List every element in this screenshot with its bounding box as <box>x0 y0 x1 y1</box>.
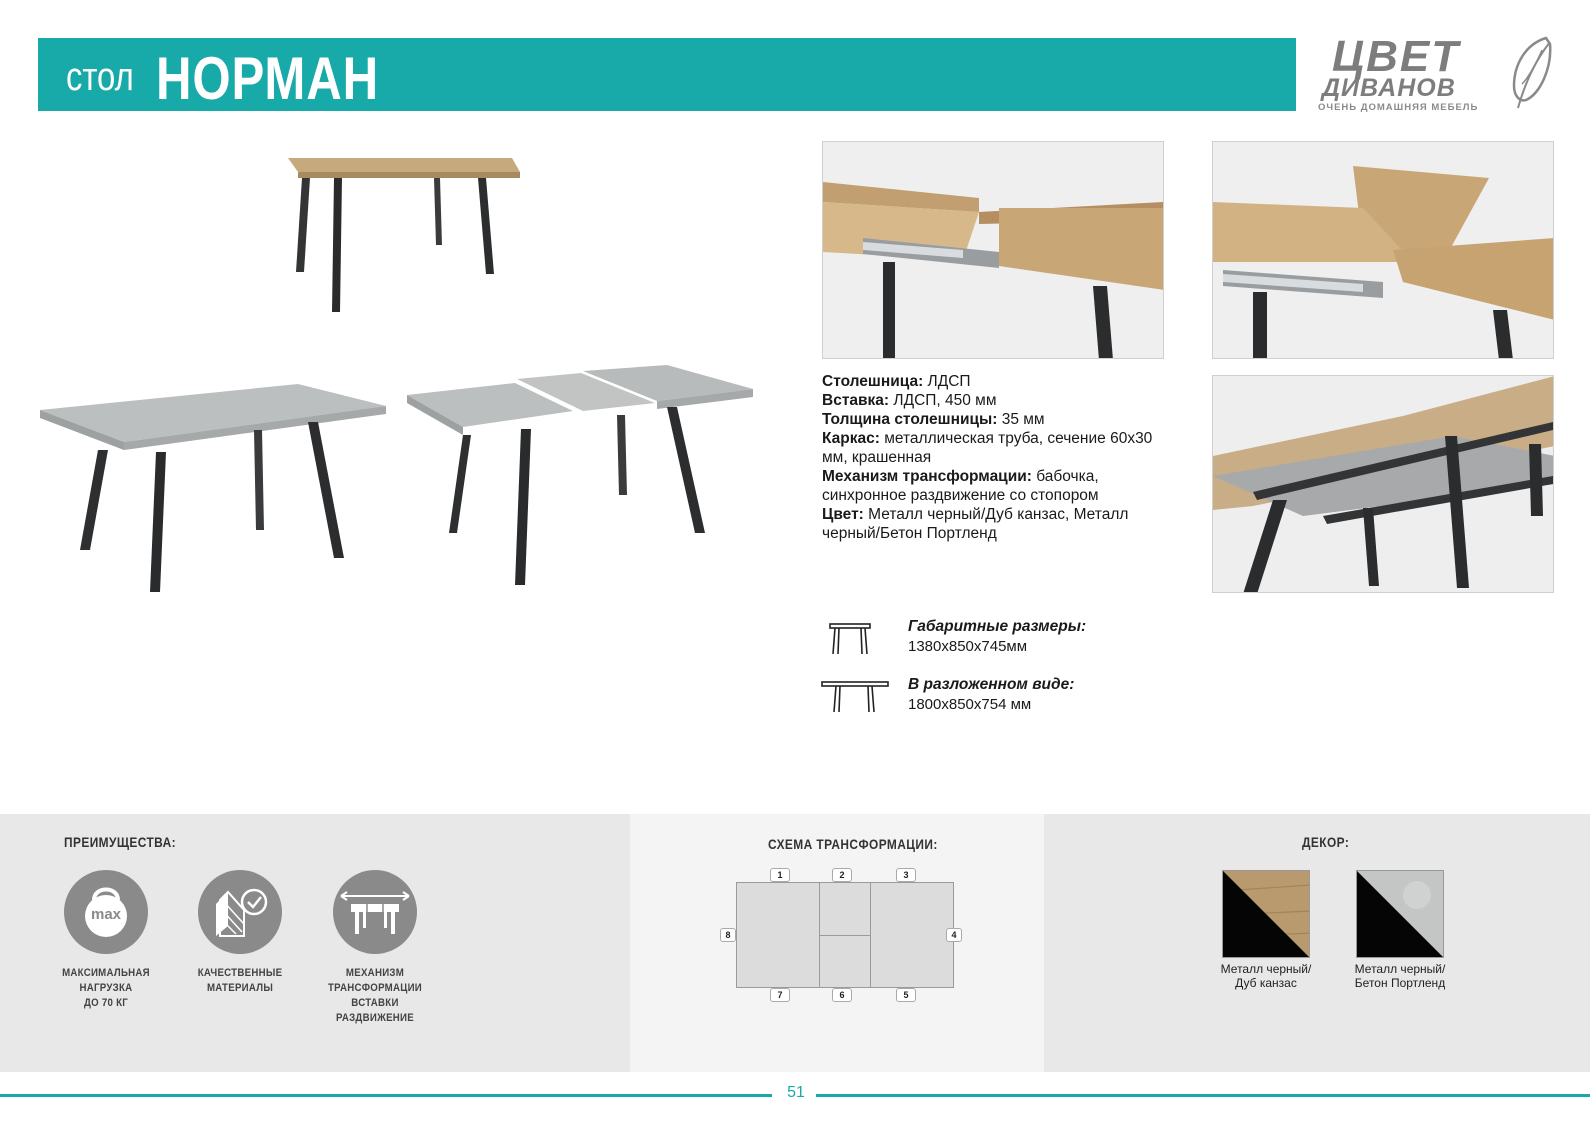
logo-tagline: ОЧЕНЬ ДОМАШНЯЯ МЕБЕЛЬ <box>1318 102 1479 113</box>
dimension-expanded-value: 1800x850x754 мм <box>908 696 1032 713</box>
product-photo-concrete-table-expanded <box>405 365 765 595</box>
specifications <box>822 372 1172 543</box>
scheme-insert-top <box>819 882 871 936</box>
dimension-folded-label: Габаритные размеры: <box>908 618 1087 635</box>
table-expand-icon <box>333 870 417 954</box>
scheme-number-8: 8 <box>720 928 736 942</box>
logo-line2: ДИВАНОВ <box>1322 74 1456 102</box>
decor-caption-oak: Металл черный/ Дуб канзас <box>1220 962 1312 990</box>
product-photo-oak-table <box>280 150 525 320</box>
materials-icon <box>198 870 282 954</box>
spec-color: Цвет: Металл черный/Дуб канзас, Металл черный/Бетон Портленд <box>822 506 1129 542</box>
decor-swatch-oak <box>1222 870 1310 958</box>
logo-line1: ЦВЕТ <box>1332 32 1461 81</box>
scheme-number-5: 5 <box>896 988 916 1002</box>
max-label: max <box>90 906 122 923</box>
scheme-left-panel <box>736 882 820 988</box>
scheme-number-3: 3 <box>896 868 916 882</box>
spec-tabletop: Столешница: ЛДСП <box>822 373 971 390</box>
scheme-number-1: 1 <box>770 868 790 882</box>
spec-mechanism: Механизм трансформации: бабочка, синхронное раздвижение со стопором <box>822 468 1099 504</box>
table-folded-icon <box>820 620 880 656</box>
footer-line-left <box>0 1094 772 1097</box>
scheme-number-2: 2 <box>832 868 852 882</box>
advantage-mechanism-caption: МЕХАНИЗМ ТРАНСФОРМАЦИИ ВСТАВКИ РАЗДВИЖЕНИЕ <box>327 967 423 1024</box>
scheme-right-panel <box>870 882 954 988</box>
scheme-insert-bottom <box>819 935 871 988</box>
scheme-number-6: 6 <box>832 988 852 1002</box>
dimension-expanded-label: В разложенном виде: <box>908 676 1075 693</box>
dimension-folded-value: 1380x850x745мм <box>908 638 1028 655</box>
transformation-scheme <box>736 882 954 988</box>
decor-caption-concrete: Металл черный/ Бетон Портленд <box>1354 962 1446 990</box>
table-expanded-icon <box>820 678 890 714</box>
feather-icon <box>1506 34 1556 114</box>
product-photo-concrete-table <box>38 380 388 595</box>
detail-photo-mechanism-1 <box>822 141 1164 359</box>
spec-frame: Каркас: металлическая труба, сечение 60х30 мм, крашенная <box>822 430 1153 466</box>
page-number: 51 <box>787 1084 805 1101</box>
scheme-number-4: 4 <box>946 928 962 942</box>
advantage-materials <box>170 870 310 996</box>
brand-logo <box>1318 32 1558 116</box>
advantage-max-load-caption: МАКСИМАЛЬНАЯ НАГРУЗКА ДО 70 КГ <box>62 967 150 1009</box>
advantages-title: ПРЕИМУЩЕСТВА: <box>64 834 177 850</box>
decor-panel <box>1044 814 1590 1072</box>
footer-line-right <box>816 1094 1590 1097</box>
decor-swatch-concrete <box>1356 870 1444 958</box>
scheme-title: СХЕМА ТРАНСФОРМАЦИИ: <box>768 836 938 852</box>
advantage-materials-caption: КАЧЕСТВЕННЫЕ МАТЕРИАЛЫ <box>197 967 283 994</box>
detail-photo-mechanism-2 <box>1212 141 1554 359</box>
detail-photo-underside <box>1212 375 1554 593</box>
title-big: НОРМАН <box>156 45 379 112</box>
decor-title: ДЕКОР: <box>1302 834 1350 850</box>
title-bar <box>38 38 1296 111</box>
scheme-number-7: 7 <box>770 988 790 1002</box>
spec-thickness: Толщина столешницы: 35 мм <box>822 411 1045 428</box>
advantage-mechanism <box>305 870 445 1026</box>
title-small: стол <box>66 55 134 99</box>
kettlebell-icon <box>64 870 148 954</box>
advantage-max-load <box>36 870 176 1011</box>
spec-insert: Вставка: ЛДСП, 450 мм <box>822 392 997 409</box>
